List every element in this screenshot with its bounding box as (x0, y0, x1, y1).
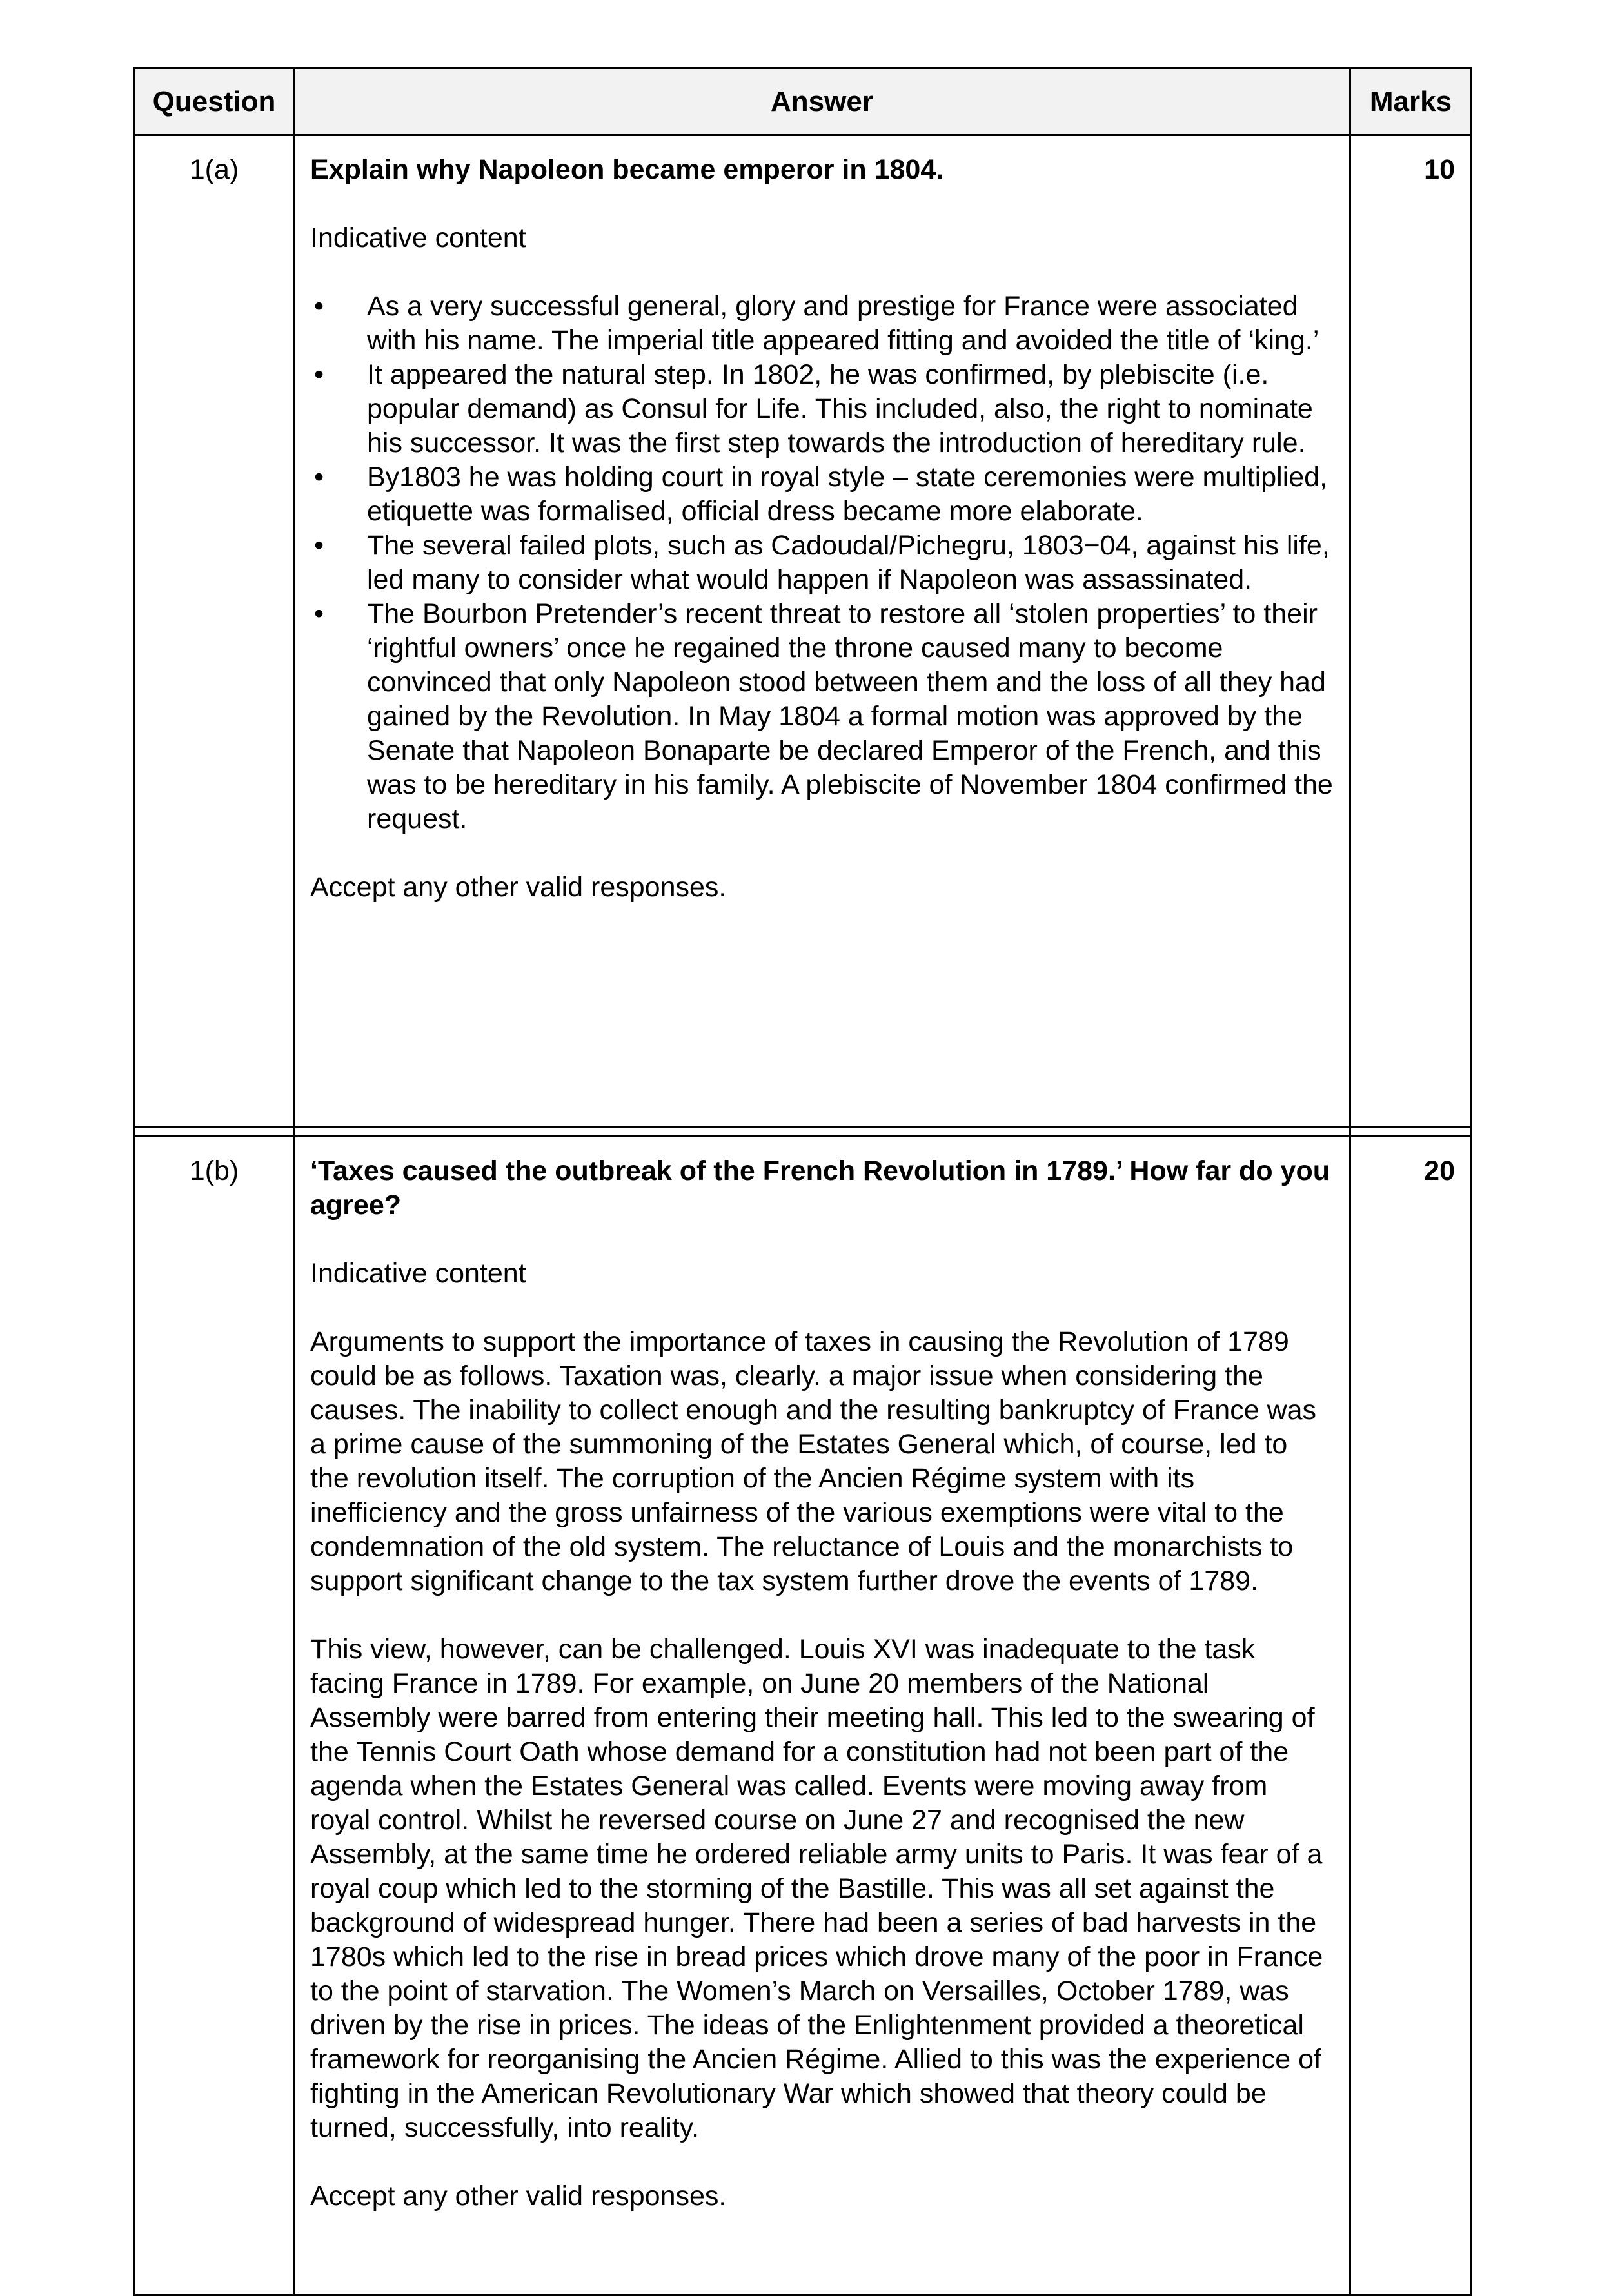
answer-paragraph: Arguments to support the importance of taxes in causing the Revolution of 1789 could be as follows. Taxation was, clearly. a major issue when considering the causes. The inability to collect enough and the resulting bankruptcy of France was a prime cause of the summoning of the Estates General which, of course, led to the revolution itself. The corruption of the Ancien Régime system with its inefficiency and the gross unfairness of the various exemptions were vital to the condemnation of the old system. The reluctance of Louis and the monarchists to support significant change to the tax system further drove the events of 1789. (310, 1326, 1317, 1596)
indicative-bullets (310, 289, 1334, 836)
separator-cell (295, 1128, 1351, 1135)
row-separator (135, 1126, 1470, 1137)
accept-note: Accept any other valid responses. (310, 2181, 727, 2212)
indicative-content-label: Indicative content (310, 222, 526, 253)
question-number: 1(b) (135, 1137, 295, 2294)
list-item: • The several failed plots, such as Cadoudal/Pichegru, 1803−04, against his life, led many to consider what would happen if Napoleon was assassinated. (310, 529, 1334, 597)
marks-value: 20 (1424, 1155, 1455, 1186)
separator-cell (135, 1128, 295, 1135)
question-title: Explain why Napoleon became emperor in 1804. (310, 154, 944, 185)
answer-cell (295, 136, 1351, 1126)
table-row-1a (135, 136, 1470, 1126)
header-answer: Answer (295, 69, 1351, 134)
list-item: • The Bourbon Pretender’s recent threat to restore all ‘stolen properties’ to their ‘rightful owners’ once he regained the throne caused many to become convinced that only Napoleon stood between them and the loss of all they had gained by the Revolution. In May 1804 a formal motion was approved by the Senate that Napoleon Bonaparte be declared Emperor of the French, and this was to be hereditary in his family. A plebiscite of November 1804 confirmed the request. (310, 597, 1334, 836)
separator-cell (1351, 1128, 1470, 1135)
header-question: Question (135, 69, 295, 134)
marks-value: 10 (1424, 154, 1455, 185)
list-item: • As a very successful general, glory and prestige for France were associated with his name. The imperial title appeared fitting and avoided the title of ‘king.’ (310, 289, 1334, 358)
question-number: 1(a) (135, 136, 295, 1126)
list-item: • By1803 he was holding court in royal style – state ceremonies were multiplied, etiquette was formalised, official dress became more elaborate. (310, 460, 1334, 529)
table-row-1b (135, 1137, 1470, 2294)
mark-scheme-table (133, 67, 1472, 2296)
header-marks: Marks (1369, 85, 1452, 117)
answer-cell (295, 1137, 1351, 2294)
indicative-content-label: Indicative content (310, 1258, 526, 1289)
accept-note: Accept any other valid responses. (310, 872, 727, 903)
answer-paragraph: This view, however, can be challenged. Louis XVI was inadequate to the task facing France in 1789. For example, on June 20 members of the National Assembly were barred from entering their meeting hall. This led to the swearing of the Tennis Court Oath whose demand for a constitution had not been part of the agenda when the Estates General was called. Events were moving away from royal control. Whilst he reversed course on June 27 and recognised the new Assembly, at the same time he ordered reliable army units to Paris. It was fear of a royal coup which led to the storming of the Bastille. This was all set against the background of widespread hunger. There had been a series of bad harvests in the 1780s which led to the rise in bread prices which drove many of the poor in France to the point of starvation. The Women’s March on Versailles, October 1789, was driven by the rise in prices. The ideas of the Enlightenment provided a theoretical framework for reorganising the Ancien Régime. Allied to this was the experience of fighting in the American Revolutionary War which showed that theory could be turned, successfully, into reality. (310, 1634, 1323, 2143)
list-item: • It appeared the natural step. In 1802, he was confirmed, by plebiscite (i.e. popular demand) as Consul for Life. This included, also, the right to nominate his successor. It was the first step towards the introduction of hereditary rule. (310, 358, 1334, 460)
table-header-row (135, 69, 1470, 136)
question-title: ‘Taxes caused the outbreak of the French Revolution in 1789.’ How far do you agree? (310, 1155, 1330, 1221)
